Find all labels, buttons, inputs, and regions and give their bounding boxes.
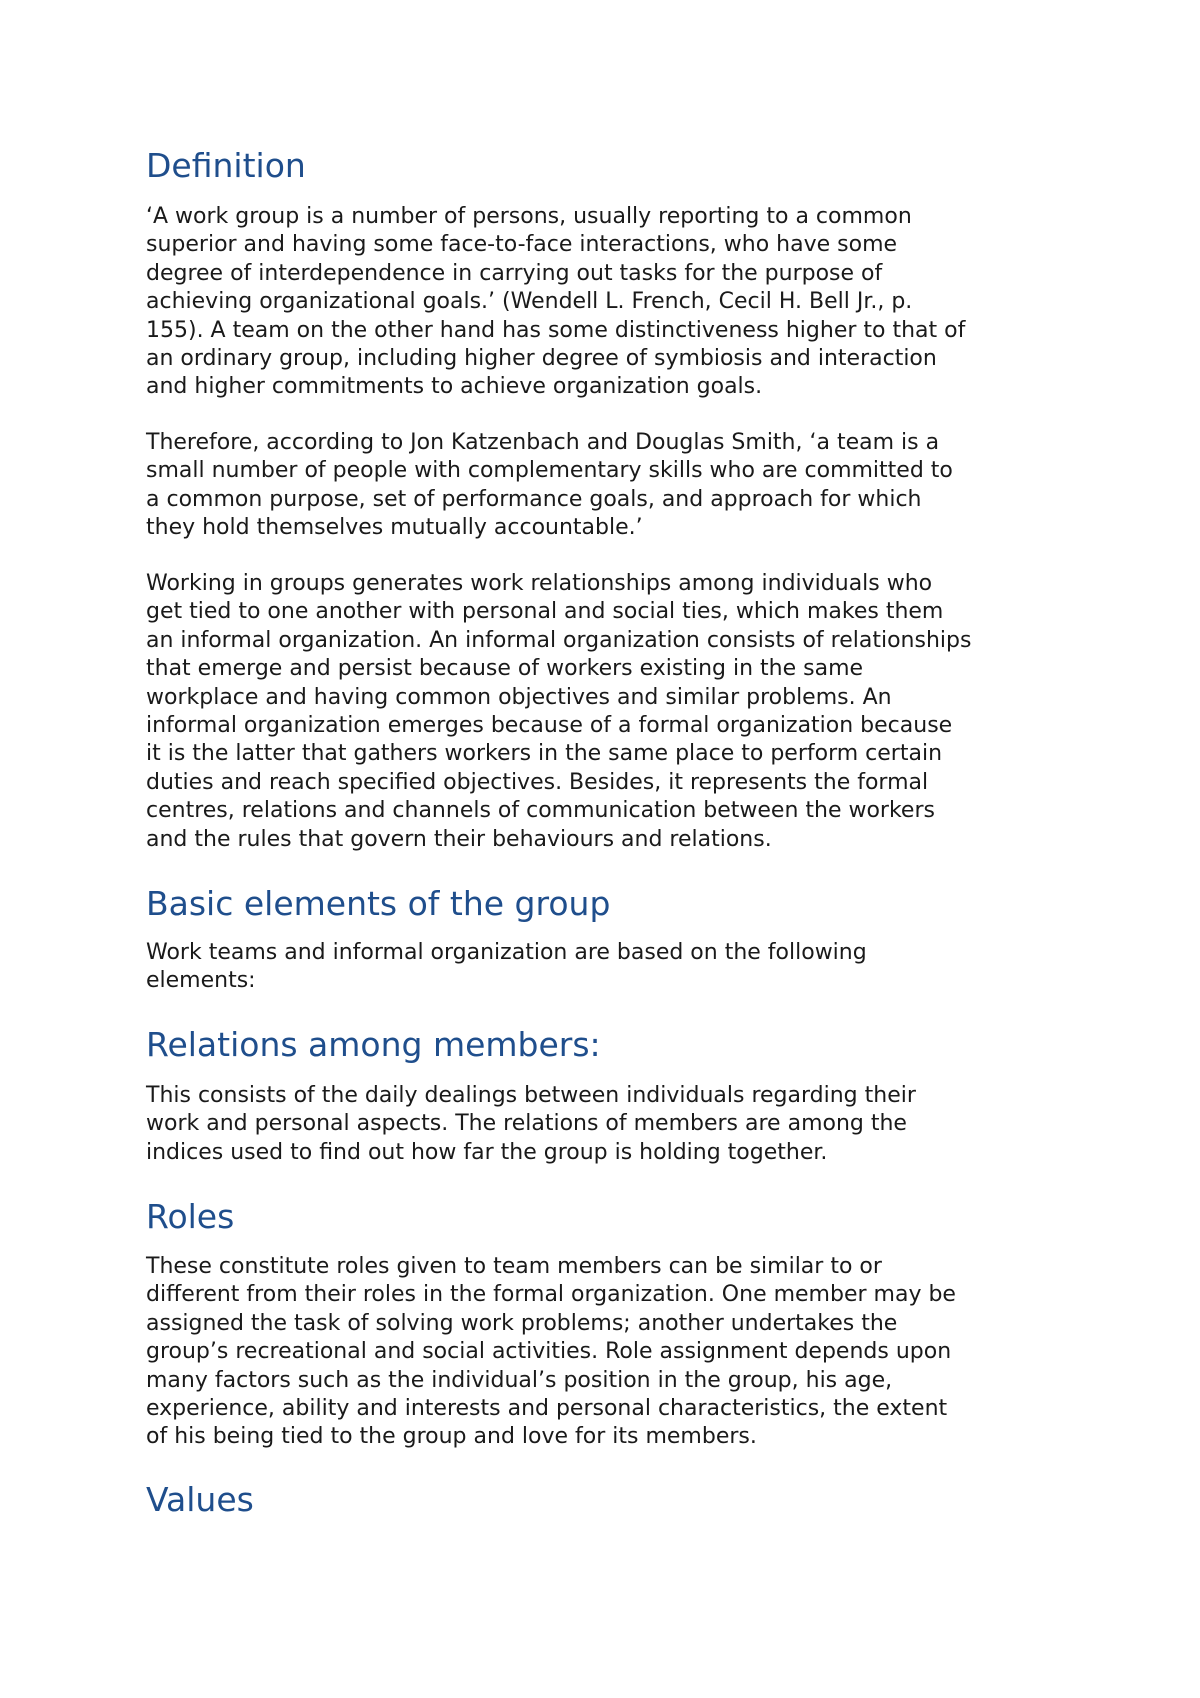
- heading-relations-among-members: Relations among members:: [146, 1025, 601, 1064]
- definition-paragraph-2: Therefore, according to Jon Katzenbach and Douglas Smith, ‘a team is a small number of people with complementary skills who are committed to a common purpose, set of performance goals, and approach for which they hold themselves mutually accountable.’: [146, 430, 953, 541]
- relations-paragraph: This consists of the daily dealings between individuals regarding their work and personal aspects. The relations of members are among the indices used to find out how far the group is holding together.: [146, 1083, 916, 1165]
- heading-values: Values: [146, 1480, 254, 1519]
- heading-basic-elements: Basic elements of the group: [146, 884, 611, 923]
- heading-roles: Roles: [146, 1197, 235, 1236]
- definition-paragraph-1: ‘A work group is a number of persons, usually reporting to a common superior and having some face-to-face interactions, who have some degree of interdependence in carrying out tasks for the purpose of achieving organizational goals.’ (Wendell L. French, Cecil H. Bell Jr., p. 155). A team on the other hand has some distinctiveness higher to that of an ordinary group, including higher degree of symbiosis and interaction and higher commitments to achieve organization goals.: [146, 204, 966, 400]
- roles-paragraph: These constitute roles given to team members can be similar to or different from their roles in the formal organization. One member may be assigned the task of solving work problems; another undertakes the group’s recreational and social activities. Role assignment depends upon many factors such as the individual’s position in the group, his age, experience, ability and interests and personal characteristics, the extent of his being tied to the group and love for its members.: [146, 1254, 956, 1450]
- definition-paragraph-3: Working in groups generates work relationships among individuals who get tied to one another with personal and social ties, which makes them an informal organization. An informal organization consists of relationships that emerge and persist because of workers existing in the same workplace and having common objectives and similar problems. An informal organization emerges because of a formal organization because it is the latter that gathers workers in the same place to perform certain duties and reach specified objectives. Besides, it represents the formal centres, relations and channels of communication between the workers and the rules that govern their behaviours and relations.: [146, 571, 972, 852]
- heading-definition: Definition: [146, 146, 306, 185]
- basic-elements-paragraph: Work teams and informal organization are based on the following elements:: [146, 940, 867, 994]
